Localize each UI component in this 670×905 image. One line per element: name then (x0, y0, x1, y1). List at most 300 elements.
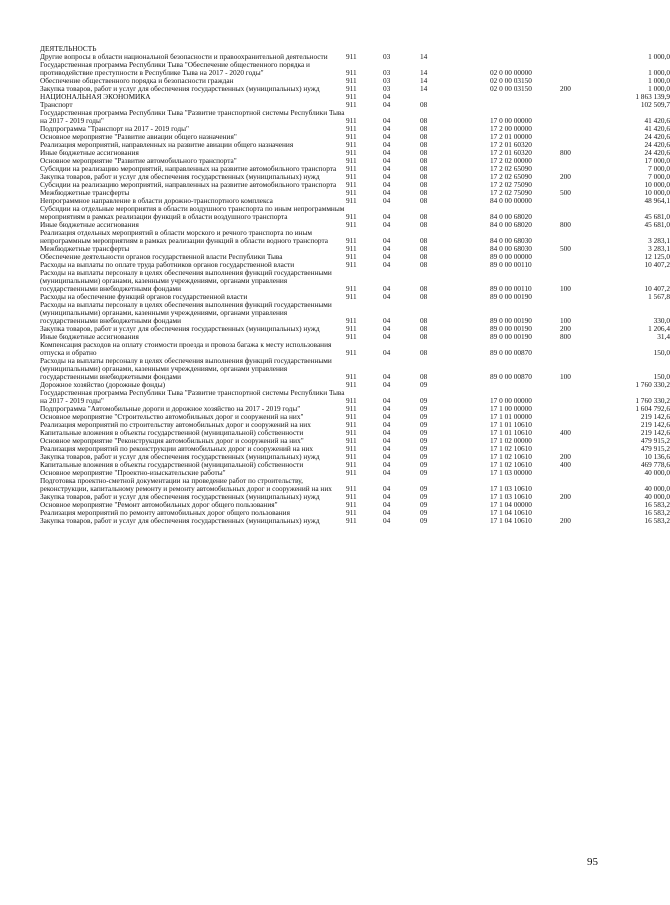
row-amount: 48 964,1 (644, 196, 670, 205)
row-ministry-code: 911 (346, 516, 357, 525)
row-ministry-code: 911 (346, 212, 357, 221)
row-ministry-code: 911 (346, 172, 357, 181)
row-name: Компенсация расходов на оплату стоимости проезда и провоза багажа к месту использования отпуска и обратно (40, 340, 332, 357)
row-expense-type: 200 (560, 516, 571, 525)
row-amount: 1 760 330,2 (635, 380, 670, 389)
row-ministry-code: 911 (346, 140, 357, 149)
row-subsection-code: 09 (420, 428, 428, 437)
row-target-article: 89 0 00 00870 (490, 372, 532, 381)
row-section-code: 04 (383, 164, 391, 173)
row-amount: 1 863 139,9 (635, 92, 670, 101)
row-section-code: 04 (383, 468, 391, 477)
row-subsection-code: 08 (420, 164, 428, 173)
row-section-code: 04 (383, 436, 391, 445)
row-subsection-code: 08 (420, 156, 428, 165)
row-section-code: 04 (383, 244, 391, 253)
row-ministry-code: 911 (346, 180, 357, 189)
page-number: 95 (587, 856, 598, 868)
row-name: Капитальные вложения в объекты государственной (муниципальной) собственности (40, 428, 304, 437)
row-name: Расходы на выплаты персоналу в целях обеспечения выполнения функций государственными (муниципальными) органами, казенными учреждениями, органами управления государственными внебюджетными фондами (40, 356, 332, 381)
row-section-code: 04 (383, 428, 391, 437)
row-expense-type (560, 381, 598, 389)
row-expense-type: 200 (560, 172, 571, 181)
row-subsection-code: 08 (420, 132, 428, 141)
row-amount: 10 000,0 (644, 188, 670, 197)
row-ministry-code: 911 (346, 444, 357, 453)
row-ministry-code: 911 (346, 252, 357, 261)
row-section-code: 04 (383, 132, 391, 141)
row-amount: 219 142,6 (640, 428, 670, 437)
row-name: Иные бюджетные ассигнования (40, 148, 139, 157)
row-name: Реализация мероприятий по ремонту автомобильных дорог общего пользования (40, 508, 290, 517)
row-expense-type: 200 (560, 492, 571, 501)
row-target-article (490, 101, 560, 109)
row-subsection-code: 08 (420, 100, 428, 109)
row-section-code: 04 (383, 172, 391, 181)
row-subsection-code: 08 (420, 332, 428, 341)
row-expense-type: 400 (560, 460, 571, 469)
row-target-article: 84 0 00 68020 (490, 220, 532, 229)
row-ministry-code: 911 (346, 236, 357, 245)
row-expense-type (560, 341, 598, 357)
table-row (40, 301, 670, 325)
row-expense-type (560, 133, 598, 141)
row-amount: 45 681,0 (644, 212, 670, 221)
row-ministry-code: 911 (346, 132, 357, 141)
row-amount: 1 000,0 (648, 52, 670, 61)
row-ministry-code: 911 (346, 124, 357, 133)
row-target-article: 89 0 00 00190 (490, 292, 532, 301)
row-name: Государственная программа Республики Тыва "Развитие транспортной системы Республики Тыва на 2017 - 2019 годы" (40, 388, 345, 405)
row-amount: 1 604 792,6 (635, 404, 670, 413)
row-subsection-code: 09 (420, 420, 428, 429)
row-section-code: 04 (383, 148, 391, 157)
row-expense-type: 500 (560, 188, 571, 197)
row-section-code: 04 (383, 316, 391, 325)
row-expense-type (560, 261, 598, 269)
row-target-article: 89 0 00 00870 (490, 348, 532, 357)
row-name: Расходы на обеспечение функций органов государственной власти (40, 292, 248, 301)
budget-table (40, 45, 670, 525)
row-expense-type: 100 (560, 284, 571, 293)
row-expense-type (560, 109, 598, 125)
row-amount: 150,0 (653, 372, 670, 381)
row-amount: 16 583,2 (644, 500, 670, 509)
row-subsection-code: 08 (420, 236, 428, 245)
row-name: Иные бюджетные ассигнования (40, 220, 139, 229)
row-target-article: 17 1 00 00000 (490, 404, 532, 413)
row-target-article: 17 1 01 00000 (490, 412, 532, 421)
row-subsection-code: 08 (420, 260, 428, 269)
row-expense-type: 800 (560, 148, 571, 157)
row-subsection-code: 08 (420, 220, 428, 229)
row-subsection-code: 08 (420, 244, 428, 253)
row-name: Субсидии на реализацию мероприятий, направленных на развитие автомобильного транспорта (40, 180, 337, 189)
table-row (40, 269, 670, 293)
row-ministry-code: 911 (346, 292, 357, 301)
row-section-code: 04 (383, 348, 391, 357)
row-subsection-code: 09 (420, 396, 428, 405)
row-section-code: 04 (383, 180, 391, 189)
row-subsection-code: 08 (420, 284, 428, 293)
row-amount: 479 915,2 (640, 444, 670, 453)
row-section-code: 04 (383, 404, 391, 413)
row-section-code: 03 (383, 84, 391, 93)
row-ministry-code: 911 (346, 196, 357, 205)
row-target-article: 17 1 01 10610 (490, 420, 532, 429)
row-section-code: 04 (383, 500, 391, 509)
row-subsection-code: 08 (420, 140, 428, 149)
row-section-code: 04 (383, 156, 391, 165)
table-row (40, 341, 670, 357)
table-row (40, 205, 670, 221)
row-ministry-code: 911 (346, 164, 357, 173)
row-amount: 16 583,2 (644, 516, 670, 525)
row-expense-type: 100 (560, 316, 571, 325)
row-name: Непрограммное направление в области дорожно-транспортного комплекса (40, 196, 273, 205)
row-amount: 479 915,2 (640, 436, 670, 445)
row-target-article: 84 0 00 68030 (490, 236, 532, 245)
row-ministry-code: 911 (346, 220, 357, 229)
row-section-code: 04 (383, 220, 391, 229)
row-ministry-code: 911 (346, 396, 357, 405)
row-expense-type (560, 477, 598, 493)
row-subsection-code: 08 (420, 324, 428, 333)
row-name: Подготовка проектно-сметной документации на проведение работ по строительству, реконструкции, капитальному ремонту и ремонту автомобильных дорог и сооружений на них (40, 476, 332, 493)
row-target-article: 17 1 02 10610 (490, 444, 532, 453)
row-section-code: 04 (383, 396, 391, 405)
row-target-article: 17 1 03 10610 (490, 484, 532, 493)
row-name: Транспорт (40, 100, 73, 109)
row-name: Расходы на выплаты персоналу в целях обеспечения выполнения функций государственными (муниципальными) органами, казенными учреждениями, органами управления государственными внебюджетными фондами (40, 300, 332, 325)
row-ministry-code: 911 (346, 260, 357, 269)
row-ministry-code: 911 (346, 156, 357, 165)
row-expense-type: 800 (560, 220, 571, 229)
row-target-article: 17 2 02 75090 (490, 180, 532, 189)
row-amount: 24 420,6 (644, 148, 670, 157)
row-name: Подпрограмма "Автомобильные дороги и дорожное хозяйство на 2017 - 2019 годы" (40, 404, 301, 413)
row-ministry-code: 911 (346, 372, 357, 381)
row-section-code: 03 (383, 76, 391, 85)
row-target-article: 84 0 00 68020 (490, 212, 532, 221)
row-name: Закупка товаров, работ и услуг для обеспечения государственных (муниципальных) нужд (40, 516, 320, 525)
row-ministry-code: 911 (346, 428, 357, 437)
row-expense-type (560, 125, 598, 133)
row-subsection-code: 09 (420, 404, 428, 413)
row-target-article: 17 1 02 10610 (490, 452, 532, 461)
row-target-article: 17 2 02 65090 (490, 172, 532, 181)
row-subsection-code: 09 (420, 436, 428, 445)
row-target-article: 17 1 04 00000 (490, 500, 532, 509)
row-ministry-code: 911 (346, 316, 357, 325)
row-name: Основное мероприятие "Реконструкция автомобильных дорог и сооружений на них" (40, 436, 304, 445)
row-expense-type (560, 437, 598, 445)
row-name: ДЕЯТЕЛЬНОСТЬ (40, 44, 97, 53)
row-subsection-code: 08 (420, 188, 428, 197)
row-name: Закупка товаров, работ и услуг для обеспечения государственных (муниципальных) нужд (40, 492, 320, 501)
row-ministry-code: 911 (346, 84, 357, 93)
row-amount: 219 142,6 (640, 420, 670, 429)
row-subsection-code (420, 93, 490, 101)
row-name: Межбюджетные трансферты (40, 188, 130, 197)
table-row (40, 229, 670, 245)
row-section-code: 04 (383, 412, 391, 421)
row-amount: 150,0 (653, 348, 670, 357)
row-ministry-code: 911 (346, 460, 357, 469)
row-subsection-code: 08 (420, 148, 428, 157)
table-row (40, 389, 670, 405)
row-subsection-code: 09 (420, 380, 428, 389)
table-row (40, 357, 670, 381)
row-ministry-code: 911 (346, 332, 357, 341)
row-section-code: 04 (383, 252, 391, 261)
row-subsection-code: 08 (420, 116, 428, 125)
row-ministry-code: 911 (346, 92, 357, 101)
row-amount: 45 681,0 (644, 220, 670, 229)
row-target-article: 02 0 00 00000 (490, 68, 532, 77)
row-ministry-code: 911 (346, 380, 357, 389)
row-section-code: 04 (383, 260, 391, 269)
row-section-code: 04 (383, 452, 391, 461)
row-section-code: 04 (383, 236, 391, 245)
row-target-article: 17 1 04 10610 (490, 516, 532, 525)
table-row (40, 109, 670, 125)
row-amount: 1 760 330,2 (635, 396, 670, 405)
row-target-article: 17 2 01 60320 (490, 148, 532, 157)
row-amount: 41 420,6 (644, 116, 670, 125)
row-section-code: 04 (383, 196, 391, 205)
row-expense-type: 800 (560, 332, 571, 341)
row-subsection-code: 08 (420, 348, 428, 357)
row-target-article: 17 2 02 65090 (490, 164, 532, 173)
row-ministry-code: 911 (346, 348, 357, 357)
row-subsection-code: 14 (420, 52, 428, 61)
row-name: Государственная программа Республики Тыва "Развитие транспортной системы Республики Тыва на 2017 - 2019 годы" (40, 108, 345, 125)
row-subsection-code: 09 (420, 412, 428, 421)
row-amount: 24 420,6 (644, 140, 670, 149)
row-target-article (490, 381, 560, 389)
row-target-article: 17 1 02 00000 (490, 436, 532, 445)
row-target-article: 89 0 00 00190 (490, 316, 532, 325)
row-section-code: 04 (383, 420, 391, 429)
row-name: Иные бюджетные ассигнования (40, 332, 139, 341)
row-name: Дорожное хозяйство (дорожные фонды) (40, 380, 166, 389)
row-name: Расходы на выплаты по оплате труда работников органов государственной власти (40, 260, 295, 269)
row-subsection-code: 09 (420, 452, 428, 461)
row-section-code: 04 (383, 484, 391, 493)
row-subsection-code: 08 (420, 316, 428, 325)
row-subsection-code: 09 (420, 460, 428, 469)
row-subsection-code: 09 (420, 516, 428, 525)
row-target-article (490, 45, 560, 53)
row-ministry-code: 911 (346, 508, 357, 517)
row-amount: 1 000,0 (648, 76, 670, 85)
row-target-article: 89 0 00 00190 (490, 324, 532, 333)
row-target-article (490, 53, 560, 61)
row-section-code: 04 (383, 292, 391, 301)
row-name: Закупка товаров, работ и услуг для обеспечения государственных (муниципальных) нужд (40, 452, 320, 461)
row-target-article: 02 0 00 03150 (490, 76, 532, 85)
row-amount: 7 000,0 (648, 164, 670, 173)
row-section-code: 04 (383, 332, 391, 341)
row-name: Основное мероприятие "Проектно-изыскательские работы" (40, 468, 226, 477)
row-section-code: 04 (383, 116, 391, 125)
row-subsection-code: 14 (420, 76, 428, 85)
row-name: Субсидии на отдельные мероприятия в области воздушного транспорта по иным непрограммным мероприятиям в рамках реализации функций в области воздушного транспорта (40, 204, 345, 221)
row-name: Межбюджетные трансферты (40, 244, 130, 253)
row-name: Закупка товаров, работ и услуг для обеспечения государственных (муниципальных) нужд (40, 84, 320, 93)
row-amount: 10 407,2 (644, 284, 670, 293)
row-amount: 40 000,0 (644, 484, 670, 493)
row-target-article: 89 0 00 00110 (490, 260, 532, 269)
row-ministry-code: 911 (346, 436, 357, 445)
row-expense-type (560, 413, 598, 421)
row-section-code: 04 (383, 324, 391, 333)
row-ministry-code: 911 (346, 52, 357, 61)
row-name: Обеспечение общественного порядка и безопасности граждан (40, 76, 234, 85)
row-name: Основное мероприятие "Ремонт автомобильных дорог общего пользования" (40, 500, 278, 509)
row-name: Основное мероприятие "Развитие автомобильного транспорта" (40, 156, 237, 165)
row-name: Закупка товаров, работ и услуг для обеспечения государственных (муниципальных) нужд (40, 324, 320, 333)
row-expense-type (560, 253, 598, 261)
row-amount: 24 420,6 (644, 132, 670, 141)
row-target-article: 89 0 00 00000 (490, 252, 532, 261)
row-target-article: 17 0 00 00000 (490, 116, 532, 125)
table-row (40, 517, 670, 525)
row-section-code: 04 (383, 92, 391, 101)
row-name: Государственная программа Республики Тыва "Обеспечение общественного порядка и противодействие преступности в Республике Тыва на 2017 - 2020 годы" (40, 60, 310, 77)
row-expense-type (560, 405, 598, 413)
row-subsection-code: 08 (420, 196, 428, 205)
row-expense-type (560, 469, 598, 477)
row-target-article (490, 93, 560, 101)
row-section-code: 03 (383, 52, 391, 61)
row-amount: 219 142,6 (640, 412, 670, 421)
row-amount: 102 509,7 (640, 100, 670, 109)
row-amount: 3 283,1 (648, 236, 670, 245)
row-section-code: 04 (383, 508, 391, 517)
row-target-article: 84 0 00 68030 (490, 244, 532, 253)
row-name: Реализация мероприятий по строительству автомобильных дорог и сооружений на них (40, 420, 311, 429)
row-section-code: 04 (383, 444, 391, 453)
row-target-article: 17 1 02 10610 (490, 460, 532, 469)
row-amount: 40 000,0 (644, 468, 670, 477)
row-amount: 41 420,6 (644, 124, 670, 133)
row-subsection-code: 09 (420, 492, 428, 501)
row-ministry-code: 911 (346, 492, 357, 501)
row-subsection-code: 09 (420, 508, 428, 517)
row-subsection-code: 08 (420, 124, 428, 133)
row-target-article: 02 0 00 03150 (490, 84, 532, 93)
row-ministry-code: 911 (346, 244, 357, 253)
row-subsection-code: 09 (420, 500, 428, 509)
row-section-code: 04 (383, 140, 391, 149)
row-target-article: 17 2 01 00000 (490, 132, 532, 141)
row-expense-type (560, 389, 598, 405)
row-target-article: 89 0 00 00110 (490, 284, 532, 293)
row-expense-type (560, 61, 598, 77)
row-subsection-code: 08 (420, 252, 428, 261)
row-name: Обеспечение деятельности органов государственной власти Республики Тыва (40, 252, 283, 261)
row-amount: 12 125,0 (644, 252, 670, 261)
row-target-article: 17 1 04 10610 (490, 508, 532, 517)
row-amount: 3 283,1 (648, 244, 670, 253)
row-section-code: 04 (383, 372, 391, 381)
row-expense-type (560, 45, 598, 53)
row-expense-type (560, 93, 598, 101)
row-amount: 1 000,0 (648, 68, 670, 77)
budget-table-body (40, 45, 670, 525)
row-name: Реализация мероприятий по реконструкции автомобильных дорог и сооружений на них (40, 444, 314, 453)
row-amount: 7 000,0 (648, 172, 670, 181)
row-expense-type (560, 293, 598, 301)
row-amount: 10 407,2 (644, 260, 670, 269)
row-ministry-code: 911 (346, 468, 357, 477)
row-target-article: 84 0 00 00000 (490, 196, 532, 205)
row-section-code: 04 (383, 124, 391, 133)
row-section-code: 04 (383, 188, 391, 197)
row-ministry-code: 911 (346, 284, 357, 293)
row-amount: 17 000,0 (644, 156, 670, 165)
row-name: Реализация мероприятий, направленных на развитие авиации общего назначения (40, 140, 294, 149)
row-section-code: 04 (383, 492, 391, 501)
row-name: Субсидии на реализацию мероприятий, направленных на развитие автомобильного транспорта (40, 164, 337, 173)
row-section-code: 03 (383, 68, 391, 77)
row-subsection-code: 08 (420, 292, 428, 301)
row-target-article: 17 1 03 10610 (490, 492, 532, 501)
row-target-article: 17 1 03 00000 (490, 468, 532, 477)
row-name: НАЦИОНАЛЬНАЯ ЭКОНОМИКА (40, 92, 151, 101)
row-expense-type (560, 101, 598, 109)
row-target-article: 17 2 01 60320 (490, 140, 532, 149)
table-row (40, 61, 670, 77)
row-target-article: 89 0 00 00190 (490, 332, 532, 341)
row-expense-type (560, 501, 598, 509)
row-amount: 40 000,0 (644, 492, 670, 501)
row-name: Другие вопросы в области национальной безопасности и правоохранительной деятельности (40, 52, 328, 61)
row-section-code: 04 (383, 284, 391, 293)
row-expense-type: 200 (560, 84, 571, 93)
table-row (40, 477, 670, 493)
row-subsection-code: 08 (420, 212, 428, 221)
row-subsection-code: 09 (420, 444, 428, 453)
row-ministry-code: 911 (346, 420, 357, 429)
row-subsection-code: 14 (420, 84, 428, 93)
row-expense-type: 200 (560, 324, 571, 333)
row-subsection-code: 08 (420, 372, 428, 381)
row-target-article: 17 2 02 00000 (490, 156, 532, 165)
row-name: Расходы на выплаты персоналу в целях обеспечения выполнения функций государственными (муниципальными) органами, казенными учреждениями, органами управления государственными внебюджетными фондами (40, 268, 332, 293)
row-name: Основное мероприятие "Строительство автомобильных дорог и сооружений на них" (40, 412, 304, 421)
row-target-article: 17 2 00 00000 (490, 124, 532, 133)
row-target-article: 17 2 02 75090 (490, 188, 532, 197)
row-ministry-code: 911 (346, 188, 357, 197)
row-amount: 1 000,0 (648, 84, 670, 93)
row-ministry-code: 911 (346, 500, 357, 509)
row-amount: 330,0 (653, 316, 670, 325)
row-ministry-code: 911 (346, 76, 357, 85)
row-ministry-code: 911 (346, 324, 357, 333)
row-ministry-code: 911 (346, 100, 357, 109)
row-name: Основное мероприятие "Развитие авиации общего назначения" (40, 132, 237, 141)
row-target-article: 17 0 00 00000 (490, 396, 532, 405)
row-amount: 469 778,6 (640, 460, 670, 469)
row-amount: 10 000,0 (644, 180, 670, 189)
row-amount: 16 583,2 (644, 508, 670, 517)
row-subsection-code: 08 (420, 172, 428, 181)
row-name: Капитальные вложения в объекты государственной (муниципальной) собственности (40, 460, 304, 469)
row-expense-type: 400 (560, 428, 571, 437)
